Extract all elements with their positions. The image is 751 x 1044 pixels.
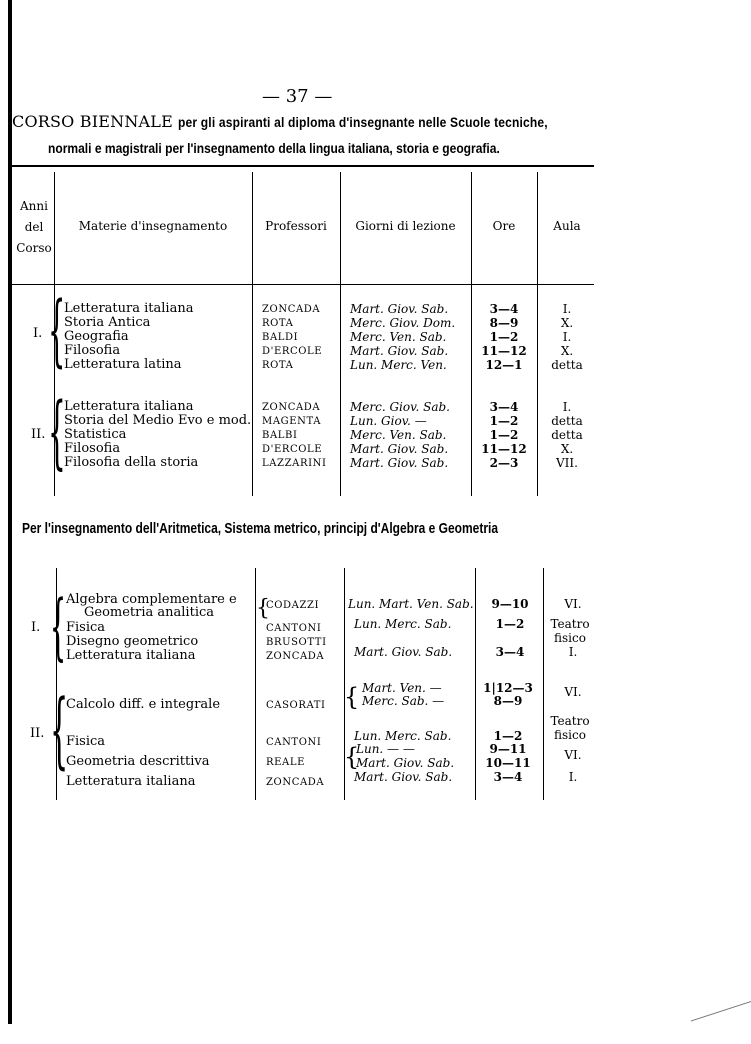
room: I.: [562, 302, 572, 316]
room: VII.: [556, 456, 578, 470]
header-anni-line: del: [24, 220, 44, 234]
page-number: — 37 —: [262, 86, 333, 107]
lesson-days: Merc. Ven. Sab.: [350, 330, 447, 344]
brace-glyph: {: [48, 286, 66, 376]
hours: 3—4: [495, 645, 525, 659]
room: detta: [551, 414, 583, 428]
table1-header-rule: [12, 284, 594, 285]
professor: BALBI: [262, 430, 298, 441]
subject: Fisica: [66, 620, 106, 635]
table1-col-divider: [537, 172, 538, 496]
lesson-days: Mart. Giov. Sab.: [350, 456, 449, 470]
subject: Letteratura italiana: [64, 301, 194, 316]
title-line-2: normali e magistrali per l'insegnamento della lingua italiana, storia e geografia.: [48, 140, 500, 156]
lesson-days: Mart. Giov. Sab.: [354, 770, 453, 784]
hours: 1|12—3: [483, 681, 533, 695]
lesson-days: Lun. Giov. —: [350, 414, 427, 428]
subject: Calcolo diff. e integrale: [66, 697, 221, 712]
room: Teatro: [550, 714, 590, 728]
room: X.: [560, 316, 574, 330]
professor: CASORATI: [266, 700, 326, 711]
subject: Filosofia: [64, 343, 121, 358]
lesson-days: Lun. — —: [356, 742, 415, 756]
lesson-days: Mart. Giov. Sab.: [350, 344, 449, 358]
professor: ZONCADA: [266, 777, 325, 788]
subject: Storia Antica: [64, 315, 151, 330]
room: I.: [568, 645, 578, 659]
year-label: I.: [33, 326, 43, 341]
professor: ROTA: [262, 318, 294, 329]
hours: 3—4: [493, 770, 523, 784]
title-line-1: [12, 112, 608, 131]
hours: 3—4: [489, 400, 519, 414]
subject: Statistica: [64, 427, 127, 442]
hours: 9—11: [489, 742, 527, 756]
professor: ZONCADA: [262, 304, 321, 315]
table1-col-divider: [340, 172, 341, 496]
subject: Letteratura latina: [64, 357, 182, 372]
professor: D'ERCOLE: [262, 346, 323, 357]
room: VI.: [564, 685, 582, 699]
header-aula: Aula: [553, 219, 581, 233]
professor: ZONCADA: [262, 402, 321, 413]
professor: CODAZZI: [266, 600, 320, 611]
table1-col-divider: [252, 172, 253, 496]
room: detta: [551, 428, 583, 442]
lesson-days: Merc. Giov. Sab.: [350, 400, 450, 414]
professor: MAGENTA: [262, 416, 322, 427]
hours: 11—12: [481, 442, 527, 456]
hours: 8—9: [489, 316, 519, 330]
page-corner-curl: [691, 1001, 751, 1043]
hours: 3—4: [489, 302, 519, 316]
brace-glyph: {: [344, 743, 360, 771]
room: I.: [562, 330, 572, 344]
professor: CANTONI: [266, 623, 322, 634]
title-course: CORSO BIENNALE: [12, 112, 173, 131]
brace-glyph: {: [48, 385, 66, 478]
header-anni-line: Anni: [20, 199, 48, 213]
hours: 8—9: [493, 694, 523, 708]
hours: 10—11: [485, 756, 531, 770]
professor: BALDI: [262, 332, 299, 343]
hours: 9—10: [491, 597, 529, 611]
professor: CANTONI: [266, 737, 322, 748]
hours: 1—2: [489, 330, 519, 344]
subject: Filosofia della storia: [64, 455, 199, 470]
subject: Algebra complementare e: [66, 592, 237, 607]
lesson-days: Mart. Giov. Sab.: [350, 302, 449, 316]
section2-heading: Per l'insegnamento dell'Aritmetica, Sistema metrico, principj d'Algebra e Geometria: [22, 520, 499, 537]
professor: ROTA: [262, 360, 294, 371]
brace-glyph: {: [344, 683, 360, 711]
room: fisico: [554, 631, 586, 645]
year-label: II.: [30, 726, 45, 741]
room: VI.: [564, 597, 582, 611]
lesson-days: Lun. Mart. Ven. Sab.: [348, 597, 474, 611]
room: I.: [568, 770, 578, 784]
room: X.: [560, 344, 574, 358]
table1-top-rule: [12, 165, 594, 167]
lesson-days: Mart. Giov. Sab.: [356, 756, 455, 770]
subject: Letteratura italiana: [66, 774, 196, 789]
subject: Letteratura italiana: [64, 399, 194, 414]
professor: BRUSOTTI: [266, 637, 327, 648]
professor: D'ERCOLE: [262, 444, 323, 455]
lesson-days: Merc. Ven. Sab.: [350, 428, 447, 442]
professor: REALE: [266, 757, 305, 768]
year-label: II.: [31, 427, 46, 442]
header-professori: Professori: [265, 219, 327, 233]
subject: Geometria descrittiva: [66, 754, 210, 769]
lesson-days: Mart. Giov. Sab.: [350, 442, 449, 456]
lesson-days: Mart. Ven. —: [362, 681, 442, 695]
table2-col-divider: [543, 568, 544, 800]
header-ore: Ore: [492, 219, 516, 233]
professor: LAZZARINI: [262, 458, 327, 469]
room: Teatro: [550, 617, 590, 631]
table1-col-divider: [471, 172, 472, 496]
room: I.: [562, 400, 572, 414]
hours: 1—2: [489, 414, 519, 428]
lesson-days: Lun. Merc. Ven.: [350, 358, 447, 372]
lesson-days: Merc. Sab. —: [362, 694, 445, 708]
subject: Disegno geometrico: [66, 634, 199, 649]
brace-glyph: {: [50, 584, 67, 668]
hours: 2—3: [489, 456, 519, 470]
subject: Letteratura italiana: [66, 648, 196, 663]
header-anni-line: Corso: [16, 241, 52, 255]
subject: Fisica: [66, 734, 106, 749]
subject: Geometria analitica: [84, 605, 215, 620]
lesson-days: Mart. Giov. Sab.: [354, 645, 453, 659]
professor: ZONCADA: [266, 651, 325, 662]
brace-glyph: {: [256, 596, 270, 621]
hours: 12—1: [485, 358, 523, 372]
brace-glyph: {: [50, 683, 69, 778]
lesson-days: Lun. Merc. Sab.: [354, 729, 452, 743]
lesson-days: Merc. Giov. Dom.: [350, 316, 456, 330]
subject: Filosofia: [64, 441, 121, 456]
subject: Geografia: [64, 329, 129, 344]
page-binding-edge: [8, 0, 12, 1024]
table2-col-divider: [475, 568, 476, 800]
hours: 1—2: [493, 729, 523, 743]
hours: 1—2: [489, 428, 519, 442]
room: fisico: [554, 728, 586, 742]
subject: Storia del Medio Evo e mod.: [64, 413, 252, 428]
header-materie: Materie d'insegnamento: [78, 219, 228, 233]
room: detta: [551, 358, 583, 372]
room: VI.: [564, 748, 582, 762]
room: X.: [560, 442, 574, 456]
hours: 1—2: [495, 617, 525, 631]
title-purpose: per gli aspiranti al diploma d'insegnante nelle Scuole tecniche,: [178, 114, 549, 130]
header-giorni: Giorni di lezione: [355, 219, 456, 233]
header-anni: [14, 196, 54, 259]
year-label: I.: [31, 620, 41, 635]
lesson-days: Lun. Merc. Sab.: [354, 617, 452, 631]
hours: 11—12: [481, 344, 527, 358]
